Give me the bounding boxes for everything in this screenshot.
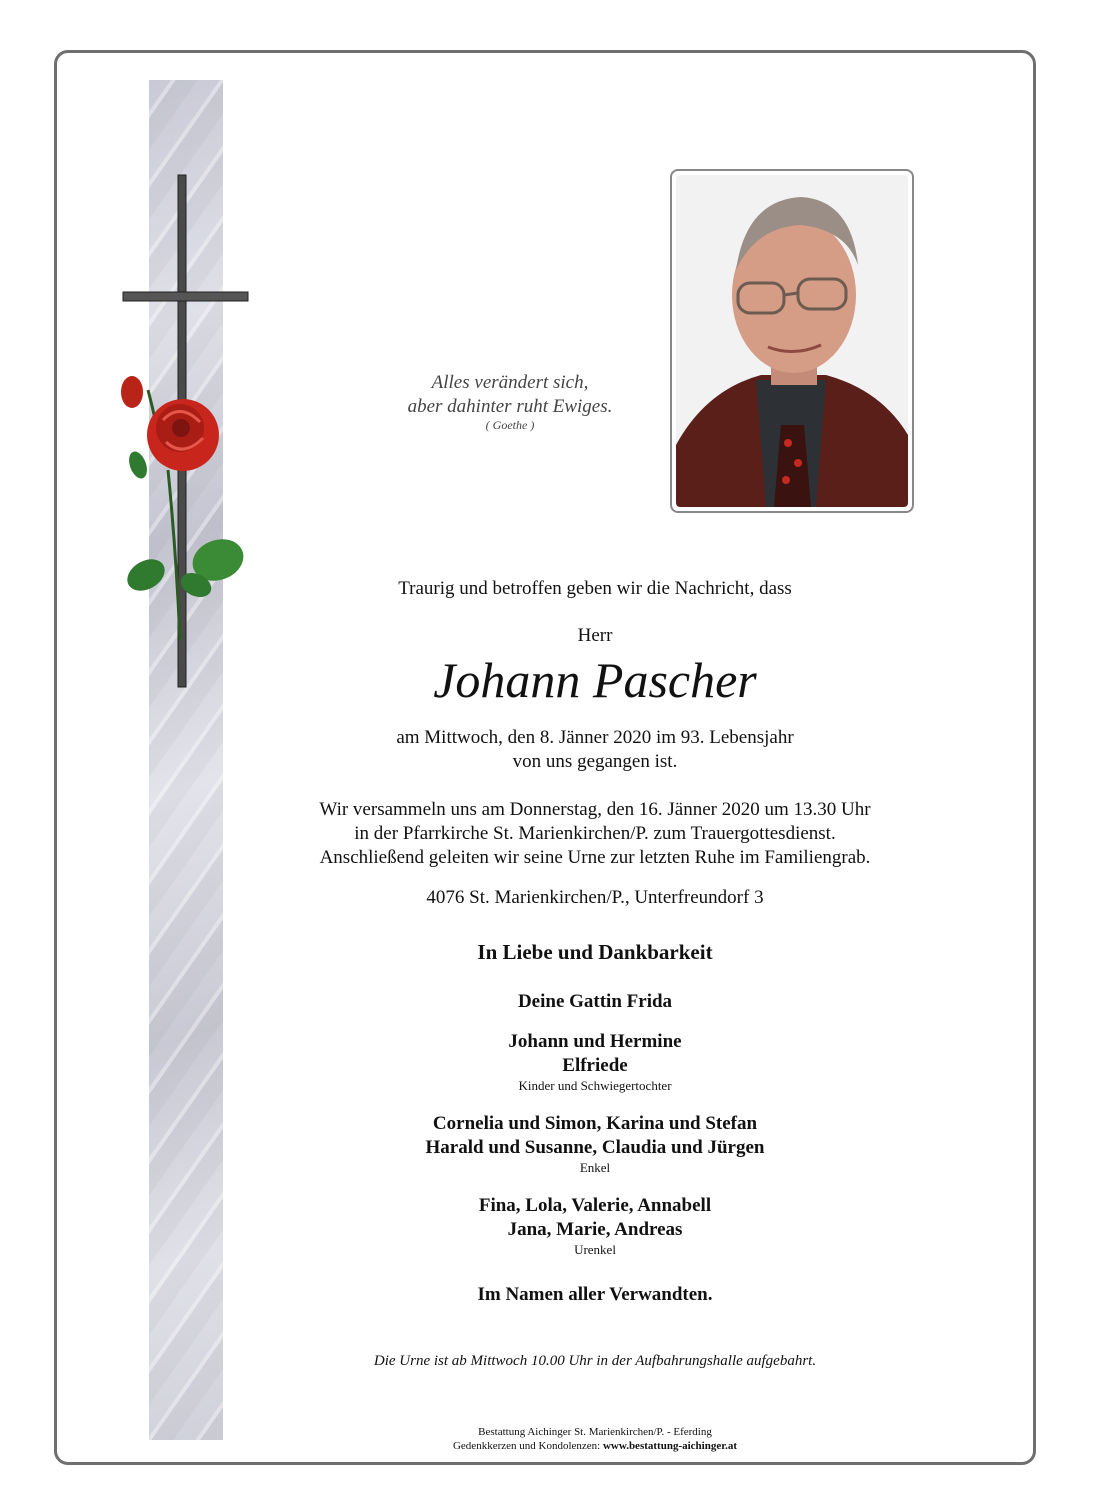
address: 4076 St. Marienkirchen/P., Unterfreundorf 3 bbox=[426, 887, 764, 908]
service-line-2: in der Pfarrkirche St. Marienkirchen/P. zum Trauergottesdienst. bbox=[354, 823, 836, 844]
footer-line-1: Bestattung Aichinger St. Marienkirchen/P. - Eferding bbox=[478, 1426, 712, 1438]
closing-line: Im Namen aller Verwandten. bbox=[477, 1284, 713, 1305]
children-line-1: Johann und Hermine bbox=[508, 1031, 682, 1052]
great-grandchildren-line-1: Fina, Lola, Valerie, Annabell bbox=[478, 1195, 712, 1216]
great-grandchildren-label: Urenkel bbox=[574, 1242, 616, 1257]
spouse: Deine Gattin Frida bbox=[517, 991, 673, 1012]
date-line-1: am Mittwoch, den 8. Jänner 2020 im 93. Lebensjahr bbox=[396, 727, 794, 748]
portrait-icon bbox=[676, 175, 908, 507]
service-line-3: Anschließend geleiten wir seine Urne zur letzten Ruhe im Familiengrab. bbox=[319, 847, 871, 868]
quote-line-2: aber dahinter ruht Ewiges. bbox=[407, 396, 613, 417]
grandchildren-line-1: Cornelia und Simon, Karina und Stefan bbox=[432, 1113, 758, 1134]
portrait-photo bbox=[676, 175, 908, 507]
grandchildren-label: Enkel bbox=[579, 1160, 611, 1175]
deceased-name: Johann Pascher bbox=[433, 652, 757, 708]
quote-line-1: Alles verändert sich, bbox=[431, 372, 589, 393]
cross-rose-icon bbox=[108, 170, 258, 690]
footer-prefix: Gedenkkerzen und Kondolenzen: bbox=[452, 1440, 603, 1452]
footer-line-2 bbox=[240, 1439, 950, 1453]
date-line-2: von uns gegangen ist. bbox=[512, 751, 678, 772]
intro-text: Traurig und betroffen geben wir die Nachricht, dass bbox=[398, 578, 792, 599]
footer-website-link[interactable]: www.bestattung-aichinger.at bbox=[602, 1440, 738, 1452]
salutation: Herr bbox=[577, 625, 613, 646]
children-line-2: Elfriede bbox=[562, 1055, 628, 1076]
urn-note: Die Urne ist ab Mittwoch 10.00 Uhr in der Aufbahrungshalle aufgebahrt. bbox=[373, 1353, 817, 1369]
grandchildren-line-2: Harald und Susanne, Claudia und Jürgen bbox=[425, 1137, 765, 1158]
portrait-frame bbox=[670, 169, 914, 513]
service-line-1: Wir versammeln uns am Donnerstag, den 16. Jänner 2020 um 13.30 Uhr bbox=[319, 799, 871, 820]
cross-with-rose-image bbox=[108, 170, 258, 690]
great-grandchildren-line-2: Jana, Marie, Andreas bbox=[507, 1219, 683, 1240]
children-label: Kinder und Schwiegertochter bbox=[518, 1078, 672, 1093]
quote-author: ( Goethe ) bbox=[485, 418, 535, 432]
mourners-heading: In Liebe und Dankbarkeit bbox=[477, 940, 713, 964]
